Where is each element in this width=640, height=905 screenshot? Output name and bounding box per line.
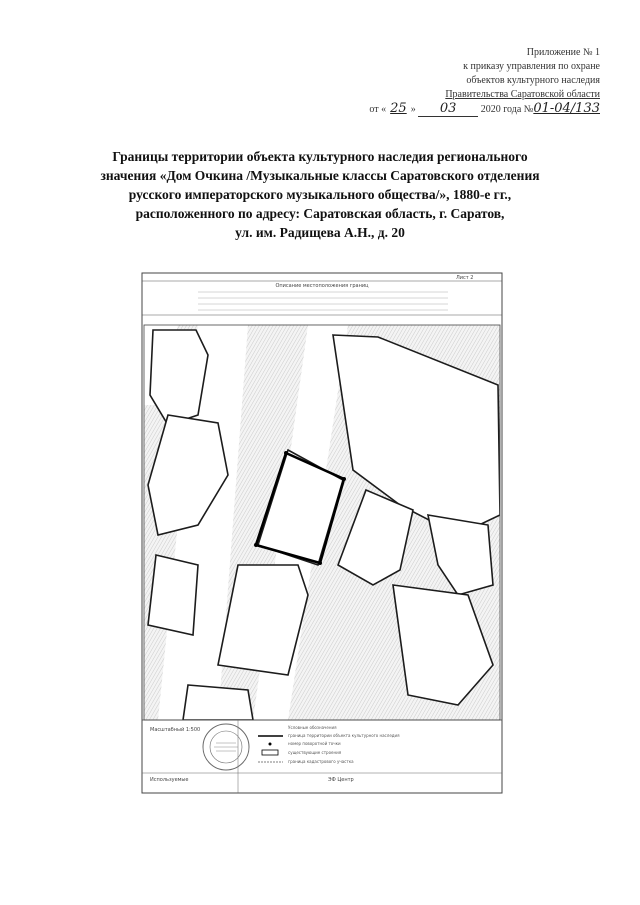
order-number: 01-04/133	[533, 101, 600, 116]
bottom-right-label: ЭФ Центр	[328, 777, 354, 783]
plan-header-title: Описание местоположения границ	[275, 283, 369, 289]
title-line-3: русского императорского музыкального общества/», 1880-е гг.,	[128, 187, 512, 202]
title-line-4: расположенного по адресу: Саратовская область, г. Саратов,	[135, 206, 505, 221]
legend-item: граница территории объекта культурного наследия	[288, 733, 400, 738]
building-bottom	[183, 685, 253, 720]
sheet-label: Лист 2	[456, 275, 474, 281]
boundary-point	[342, 477, 346, 481]
date-month: 03	[418, 102, 478, 117]
title-line-5: ул. им. Радищева А.Н., д. 20	[235, 225, 405, 240]
appendix-date-line	[340, 102, 600, 117]
official-stamp	[203, 724, 249, 770]
date-prefix: от «	[369, 104, 387, 115]
document-title	[60, 147, 580, 242]
legend-item: Условные обозначения	[288, 725, 337, 730]
title-line-1: Границы территории объекта культурного наследия регионального	[112, 149, 528, 164]
building-southwest	[148, 555, 198, 635]
boundary-point	[254, 543, 258, 547]
legend-swatch	[262, 750, 278, 755]
date-day: 25	[390, 101, 407, 116]
scale-label: Масштабный 1:500	[150, 727, 201, 733]
legend-item: существующие строения	[288, 750, 342, 755]
title-line-2: значения «Дом Очкина /Музыкальные классы Саратовского отделения	[100, 168, 540, 183]
appendix-government: Правительства Саратовской области	[445, 89, 600, 100]
building-northwest	[150, 330, 208, 425]
map-area	[144, 325, 500, 720]
site-plan-sheet	[138, 265, 518, 795]
site-plan-drawing	[138, 265, 518, 795]
legend-swatch	[269, 743, 272, 746]
appendix-number: Приложение № 1	[526, 47, 600, 58]
boundary-point	[318, 561, 322, 565]
bottom-left-label: Используемые	[150, 777, 189, 783]
appendix-department: объектов культурного наследия	[466, 75, 600, 86]
legend-item: граница кадастрового участка	[288, 759, 354, 764]
date-year: 2020 года №	[480, 104, 534, 115]
appendix-order-ref: к приказу управления по охране	[463, 61, 600, 72]
legend	[258, 725, 400, 764]
boundary-point	[284, 451, 288, 455]
appendix-block	[340, 46, 600, 117]
legend-item: номер поворотной точки	[288, 741, 341, 746]
date-mid: »	[410, 104, 416, 115]
